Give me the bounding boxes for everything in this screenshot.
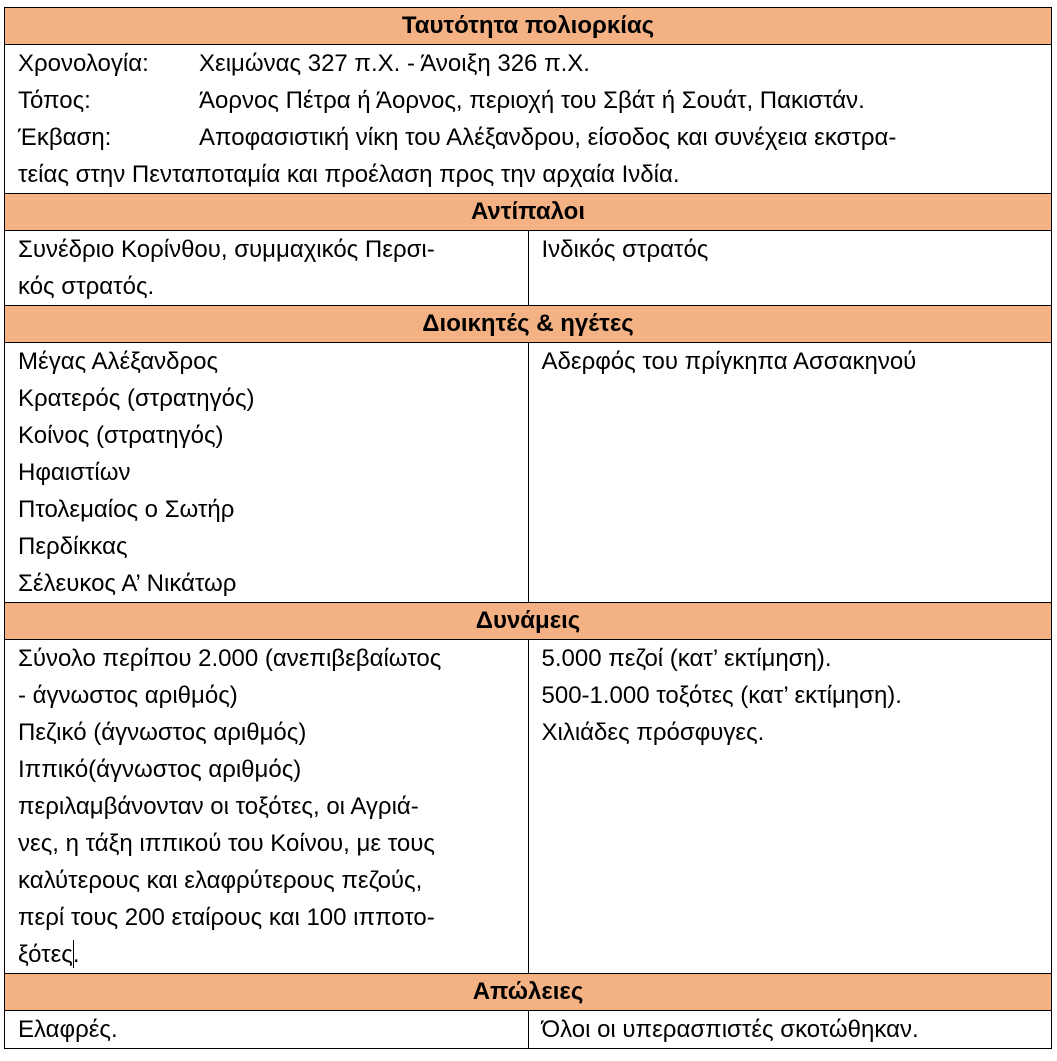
commander-item: Περδίκκας (18, 533, 128, 560)
casualties-body-row (5, 1011, 1052, 1049)
commander-item: Πτολεμαίος ο Σωτήρ (18, 496, 235, 523)
commander-item: Ηφαιστίων (18, 459, 131, 486)
strength-left-line: περί τους 200 εταίρους και 100 ιπποτο- (18, 904, 435, 931)
belligerents-header-row (5, 194, 1052, 231)
commanders-left-cell (5, 343, 529, 603)
commander-item: Κρατερός (στρατηγός) (18, 385, 255, 412)
commanders-header-row (5, 306, 1052, 343)
casualties-right-line: Όλοι οι υπερασπιστές σκοτώθηκαν. (541, 1016, 919, 1043)
strength-left-last-line (18, 936, 515, 973)
belligerents-right-cell (528, 231, 1052, 306)
strength-left-line: Πεζικό (άγνωστος αριθμός) (18, 719, 307, 746)
commanders-body-row (5, 343, 1052, 603)
date-label: Χρονολογία: (18, 50, 149, 77)
strength-left-text: ξότες (18, 941, 73, 968)
strength-body-row (5, 640, 1052, 974)
place-row (18, 82, 1038, 119)
casualties-right-cell (528, 1011, 1052, 1049)
belligerent-left-line: κός στρατός. (18, 273, 155, 300)
place-label: Τόπος: (18, 87, 91, 114)
strength-left-line: Σύνολο περίπου 2.000 (ανεπιβεβαίωτος (18, 645, 442, 672)
strength-right-cell (528, 640, 1052, 974)
identity-cell (5, 45, 1052, 194)
belligerent-left-line: Συνέδριο Κορίνθου, συμμαχικός Περσι- (18, 236, 435, 263)
outcome-value: Αποφασιστική νίκη του Αλέξανδρου, είσοδος και συνέχεια εκστρα- (199, 124, 897, 151)
strength-left-line: περιλαμβάνονταν οι τοξότες, οι Αγριά- (18, 793, 419, 820)
casualties-left-cell (5, 1011, 529, 1049)
strength-left-line: νες, η τάξη ιππικού του Κοίνου, με τους (18, 830, 435, 857)
outcome-label: Έκβαση: (18, 124, 112, 151)
strength-right-line: 5.000 πεζοί (κατ’ εκτίμηση). (541, 645, 832, 672)
casualties-header: Απώλειες (5, 974, 1052, 1011)
commanders-right-cell (528, 343, 1052, 603)
belligerents-body-row (5, 231, 1052, 306)
casualties-header-row (5, 974, 1052, 1011)
commander-item: Σέλευκος Α’ Νικάτωρ (18, 570, 237, 597)
date-row (18, 45, 1038, 82)
strength-right-line: Χιλιάδες πρόσφυγες. (541, 719, 765, 746)
commanders-header: Διοικητές & ηγέτες (5, 306, 1052, 343)
identity-header-row (5, 8, 1052, 45)
place-value: Άορνος Πέτρα ή Άορνος, περιοχή του Σβάτ ή Σουάτ, Πακιστάν. (199, 87, 865, 114)
belligerents-left-cell (5, 231, 529, 306)
strength-header-row (5, 603, 1052, 640)
identity-header: Ταυτότητα πολιορκίας (5, 8, 1052, 45)
commander-item: Κοίνος (στρατηγός) (18, 422, 224, 449)
identity-body-row (5, 45, 1052, 194)
commander-item: Αδερφός του πρίγκηπα Ασσακηνού (541, 348, 917, 375)
outcome-row (18, 119, 1038, 156)
strength-header: Δυνάμεις (5, 603, 1052, 640)
strength-right-line: 500-1.000 τοξότες (κατ’ εκτίμηση). (541, 682, 902, 709)
strength-left-line: Ιππικό(άγνωστος αριθμός) (18, 756, 302, 783)
belligerents-header: Αντίπαλοι (5, 194, 1052, 231)
commander-item: Μέγας Αλέξανδρος (18, 348, 219, 375)
belligerent-right-line: Ινδικός στρατός (541, 236, 709, 263)
siege-infobox-table (4, 7, 1052, 1049)
outcome-continuation: τείας στην Πενταποταμία και προέλαση προς την αρχαία Ινδία. (18, 161, 680, 188)
casualties-left-line: Ελαφρές. (18, 1016, 118, 1043)
strength-left-period: . (72, 941, 80, 968)
strength-left-line: - άγνωστος αριθμός) (18, 682, 238, 709)
date-value: Χειμώνας 327 π.Χ. - Άνοιξη 326 π.Χ. (199, 50, 590, 77)
strength-left-cell[interactable] (5, 640, 529, 974)
strength-left-line: καλύτερους και ελαφρύτερους πεζούς, (18, 867, 423, 894)
